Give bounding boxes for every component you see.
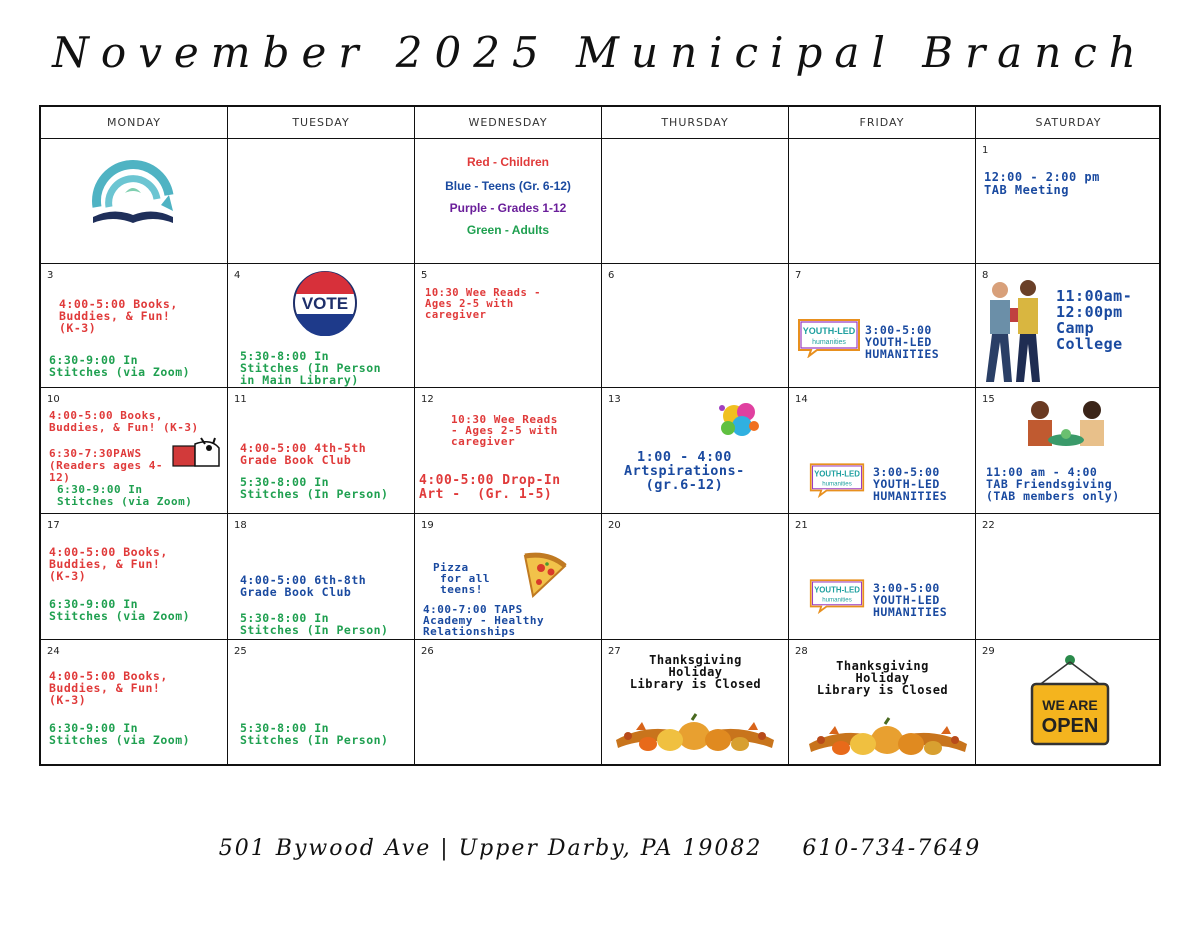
day-number: 18 [234, 520, 247, 531]
day-cell-26 [415, 640, 602, 766]
day-cell-22 [976, 514, 1161, 640]
day-cell-logo [41, 139, 228, 264]
event-in-stitches: 5:30-8:00 In Stitches (In Person in Main Library) [240, 349, 382, 387]
event-thanksgiving: Thanksgiving Holiday Library is Closed [629, 653, 762, 691]
svg-text:WE ARE: WE ARE [1042, 697, 1098, 713]
day-cell-18 [228, 514, 415, 640]
day-cell-28 [789, 640, 976, 766]
day-number: 15 [982, 394, 995, 405]
day-number: 7 [795, 270, 802, 281]
event-books-buddies: 4:00-5:00 Books, Buddies, & Fun! (K-3) [59, 297, 178, 335]
event-books-buddies: 4:00-5:00 Books, Buddies, & Fun! (K-3) [49, 545, 168, 583]
event-books-buddies: 4:00-5:00 Books, Buddies, & Fun! (K-3) [49, 669, 168, 707]
event-in-stitches: 6:30-9:00 In Stitches (via Zoom) [49, 721, 191, 747]
event-in-stitches: 6:30-9:00 In Stitches (via Zoom) [57, 483, 193, 508]
day-cell-20 [602, 514, 789, 640]
event-drop-in-art: 4:00-5:00 Drop-In Art - (Gr. 1-5) [419, 473, 561, 502]
event-youth-led: 3:00-5:00 YOUTH-LED HUMANITIES [873, 581, 948, 619]
event-pizza: Pizza for all teens! [433, 561, 490, 596]
day-cell-21 [789, 514, 976, 640]
day-cell-25 [228, 640, 415, 766]
day-number: 3 [47, 270, 54, 281]
event-in-stitches: 6:30-9:00 In Stitches (via Zoom) [49, 353, 191, 379]
event-thanksgiving: Thanksgiving Holiday Library is Closed [816, 659, 949, 697]
day-cell-empty [602, 139, 789, 264]
header-thursday: THURSDAY [602, 107, 789, 139]
svg-text:YOUTH-LED: YOUTH-LED [814, 585, 860, 595]
day-cell-empty [789, 139, 976, 264]
day-cell-4 [228, 264, 415, 388]
footer-address: 501 Bywood Ave | Upper Darby, PA 19082 [218, 836, 763, 861]
day-number: 6 [608, 270, 615, 281]
day-cell-14 [789, 388, 976, 514]
day-cell-10 [41, 388, 228, 514]
event-youth-led: 3:00-5:00 YOUTH-LED HUMANITIES [873, 465, 948, 503]
day-number: 22 [982, 520, 995, 531]
legend-teens: Blue - Teens (Gr. 6-12) [445, 179, 571, 193]
vote-text: VOTE [301, 294, 349, 313]
reading-dog-icon [171, 434, 223, 470]
event-books-buddies: 4:00-5:00 Books, Buddies, & Fun! (K-3) [49, 409, 199, 434]
legend-grades: Purple - Grades 1-12 [449, 201, 567, 215]
calendar-grid [39, 105, 1161, 766]
day-cell-7 [789, 264, 976, 388]
day-number: 19 [421, 520, 434, 531]
svg-text:OPEN: OPEN [1041, 715, 1099, 737]
event-wee-reads: 10:30 Wee Reads - Ages 2-5 with caregiver [425, 287, 541, 321]
day-number: 20 [608, 520, 621, 531]
day-cell-5 [415, 264, 602, 388]
day-cell-11 [228, 388, 415, 514]
we-are-open-sign-icon [1028, 650, 1112, 750]
footer-contact [0, 836, 1200, 861]
day-number: 17 [47, 520, 60, 531]
event-youth-led: 3:00-5:00 YOUTH-LED HUMANITIES [865, 323, 940, 361]
day-number: 13 [608, 394, 621, 405]
svg-text:humanities: humanities [822, 480, 852, 488]
event-taps-academy: 4:00-7:00 TAPS Academy - Healthy Relationships [423, 603, 545, 638]
youth-led-humanities-icon [797, 318, 861, 358]
library-logo-icon [87, 155, 179, 235]
day-number: 4 [234, 270, 241, 281]
day-number: 14 [795, 394, 808, 405]
header-wednesday: WEDNESDAY [415, 107, 602, 139]
day-number: 28 [795, 646, 808, 657]
event-camp-college: 11:00am- 12:00pm Camp College [1056, 287, 1133, 353]
event-paws: 6:30-7:30PAWS (Readers ages 4- 12) [49, 447, 163, 484]
event-in-stitches: 5:30-8:00 In Stitches (In Person) [240, 475, 389, 501]
svg-text:humanities: humanities [822, 596, 852, 604]
svg-text:YOUTH-LED: YOUTH-LED [814, 469, 860, 479]
day-cell-17 [41, 514, 228, 640]
svg-text:humanities: humanities [812, 339, 846, 346]
day-number: 26 [421, 646, 434, 657]
day-cell-6 [602, 264, 789, 388]
event-wee-reads: 10:30 Wee Reads - Ages 2-5 with caregiver [451, 413, 558, 448]
header-saturday: SATURDAY [976, 107, 1161, 139]
youth-led-humanities-icon [809, 462, 865, 498]
header-monday: MONDAY [41, 107, 228, 139]
day-number: 24 [47, 646, 60, 657]
day-number: 21 [795, 520, 808, 531]
day-number: 8 [982, 270, 989, 281]
day-number: 1 [982, 145, 989, 156]
day-number: 27 [608, 646, 621, 657]
day-number: 5 [421, 270, 428, 281]
svg-text:YOUTH-LED: YOUTH-LED [802, 326, 856, 336]
event-book-club: 4:00-5:00 4th-5th Grade Book Club [240, 441, 367, 467]
event-in-stitches: 6:30-9:00 In Stitches (via Zoom) [49, 597, 191, 623]
day-number: 25 [234, 646, 247, 657]
day-number: 12 [421, 394, 434, 405]
day-cell-27 [602, 640, 789, 766]
event-artspirations: 1:00 - 4:00 Artspirations- (gr.6-12) [624, 449, 745, 493]
day-cell-1 [976, 139, 1161, 264]
event-tab-meeting: 12:00 - 2:00 pm TAB Meeting [984, 170, 1100, 197]
event-in-stitches: 5:30-8:00 In Stitches (In Person) [240, 611, 389, 637]
vote-badge-icon [292, 270, 358, 336]
day-cell-8 [976, 264, 1161, 388]
footer-phone: 610-734-7649 [802, 836, 982, 861]
legend-cell [415, 139, 602, 264]
friends-dinner-icon [1020, 396, 1112, 454]
day-cell-19 [415, 514, 602, 640]
autumn-pumpkins-icon [805, 704, 971, 762]
day-cell-15 [976, 388, 1161, 514]
day-cell-13 [602, 388, 789, 514]
day-cell-empty [228, 139, 415, 264]
day-cell-29 [976, 640, 1161, 766]
students-walking-icon [978, 278, 1052, 386]
paint-splash-icon [714, 396, 764, 444]
event-friendsgiving: 11:00 am - 4:00 TAB Friendsgiving (TAB members only) [986, 465, 1120, 503]
legend-children: Red - Children [466, 155, 549, 169]
youth-led-humanities-icon [809, 578, 865, 614]
day-number: 29 [982, 646, 995, 657]
day-number: 10 [47, 394, 60, 405]
legend-adults: Green - Adults [466, 223, 550, 237]
pizza-slice-icon [519, 552, 569, 600]
day-cell-12 [415, 388, 602, 514]
header-friday: FRIDAY [789, 107, 976, 139]
header-tuesday: TUESDAY [228, 107, 415, 139]
day-number: 11 [234, 394, 247, 405]
autumn-pumpkins-icon [612, 700, 778, 758]
event-in-stitches: 5:30-8:00 In Stitches (In Person) [240, 721, 389, 747]
event-book-club: 4:00-5:00 6th-8th Grade Book Club [240, 573, 367, 599]
day-cell-3 [41, 264, 228, 388]
page-title: November 2025 Municipal Branch [52, 28, 1148, 77]
day-cell-24 [41, 640, 228, 766]
